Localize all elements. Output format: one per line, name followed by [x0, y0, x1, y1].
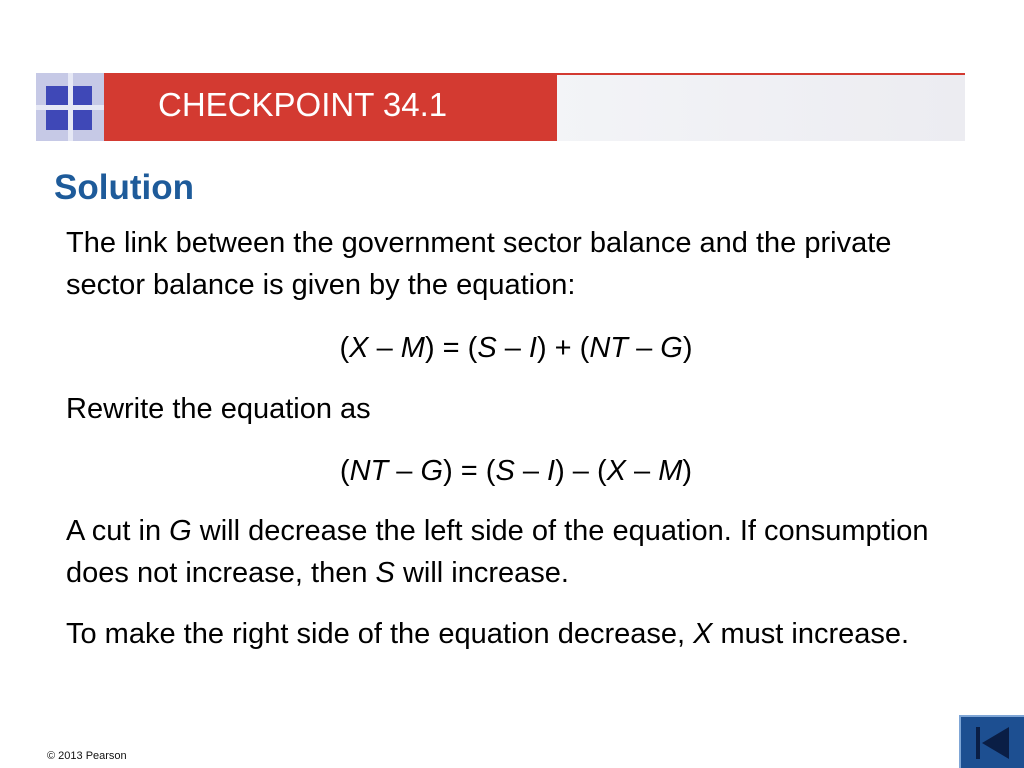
paragraph-rewrite: Rewrite the equation as [66, 393, 371, 425]
variable-symbol: S [375, 557, 395, 589]
variable-symbol: I [528, 332, 537, 364]
variable-symbol: I [547, 455, 556, 487]
text-run: ) + ( [536, 332, 590, 364]
logo-divider-horizontal [36, 105, 104, 110]
variable-symbol: NT [589, 332, 629, 364]
variable-symbol: S [477, 332, 497, 364]
text-run: ) [682, 455, 693, 487]
text-run: A cut in [66, 515, 170, 547]
variable-symbol: G [420, 455, 444, 487]
section-heading: Solution [54, 168, 194, 207]
equation-rewritten [66, 450, 966, 492]
text-run: – [628, 332, 661, 364]
text-run: must increase. [712, 618, 910, 650]
text-run: ) = ( [443, 455, 496, 487]
variable-symbol: X [606, 455, 626, 487]
back-button[interactable] [959, 715, 1024, 768]
text-run: ) [682, 332, 693, 364]
text-run: To make the right side of the equation decrease, [66, 618, 694, 650]
text-run: will increase. [394, 557, 569, 589]
checkpoint-title: CHECKPOINT 34.1 [158, 86, 448, 123]
paragraph-cut-in-g [66, 510, 966, 594]
text-run: – [496, 332, 529, 364]
text-run: ) = ( [424, 332, 478, 364]
variable-symbol: G [660, 332, 683, 364]
paragraph-intro: The link between the government sector balance and the private sector balance is given by the equation: [66, 227, 892, 301]
variable-symbol: S [495, 455, 515, 487]
text-run: – [368, 332, 401, 364]
copyright-footer: © 2013 Pearson [47, 750, 127, 762]
text-run: – [626, 455, 659, 487]
logo-squares [36, 73, 104, 141]
variable-symbol: M [658, 455, 683, 487]
paragraph-x-increase [66, 613, 966, 655]
variable-symbol: M [400, 332, 425, 364]
text-run: will decrease the left side of the equation. If consumption does not increase, then [66, 515, 929, 589]
text-run: – [388, 455, 421, 487]
text-run: – [514, 455, 548, 487]
variable-symbol: X [693, 618, 713, 650]
variable-symbol: X [349, 332, 369, 364]
variable-symbol: G [169, 515, 192, 547]
text-run: ( [339, 455, 350, 487]
text-run: ) – ( [555, 455, 607, 487]
skip-back-icon [973, 723, 1013, 763]
equation-balance [66, 327, 966, 369]
variable-symbol: NT [349, 455, 389, 487]
banner-rule [557, 73, 965, 75]
text-run: ( [339, 332, 350, 364]
